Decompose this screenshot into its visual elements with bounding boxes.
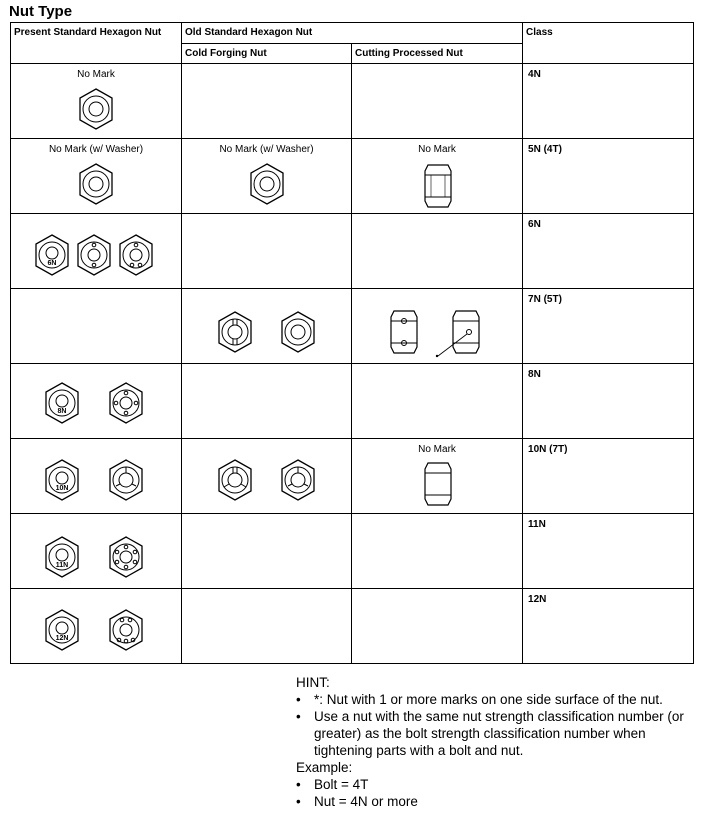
cutting-cell	[352, 514, 523, 589]
class-label: 12N	[528, 594, 547, 605]
present-cell	[11, 214, 182, 289]
hint-section	[296, 674, 696, 810]
cutting-cell	[352, 139, 523, 214]
present-cell	[11, 139, 182, 214]
table-row	[11, 364, 694, 439]
cut-nut-side-icon	[424, 461, 452, 507]
nut-label: 11N	[55, 562, 69, 569]
cold-cell	[182, 64, 352, 139]
nut-label: 6N	[47, 260, 57, 267]
header-cutting: Cutting Processed Nut	[352, 43, 523, 64]
mark-label: No Mark (w/ Washer)	[219, 144, 314, 155]
hint-example: Example:	[296, 760, 353, 775]
mark-label: No Mark (w/ Washer)	[48, 144, 144, 155]
header-cold: Cold Forging Nut	[182, 43, 352, 64]
class-label: 8N	[528, 369, 541, 380]
hex-nut-10n-icon	[43, 459, 81, 501]
class-cell	[523, 214, 694, 289]
mark-label: No Mark	[418, 444, 456, 455]
cold-cell	[182, 589, 352, 664]
hex-nut-11n-icon	[43, 536, 81, 578]
hint-bullet-text: *: Nut with 1 or more marks on one side surface of the nut.	[314, 692, 663, 707]
hex-nut-8n-icon	[43, 382, 81, 424]
cutting-cell	[352, 364, 523, 439]
class-cell	[523, 439, 694, 514]
hint-bullet: • *: Nut with 1 or more marks on one side surface of the nut.	[296, 692, 663, 707]
hex-nut-four-dot-icon	[107, 382, 145, 424]
hex-nut-three-slot-icon	[107, 459, 145, 501]
table-row	[11, 589, 694, 664]
class-cell	[523, 364, 694, 439]
cold-nut-three-slot-icon	[216, 459, 254, 501]
nut-label: 8N	[57, 408, 67, 415]
page-title: Nut Type	[9, 3, 73, 20]
cut-nut-side-dots-icon	[390, 309, 418, 355]
mark-label: No Mark	[418, 144, 456, 155]
hex-nut-6n-icon	[33, 234, 71, 276]
cold-cell	[182, 439, 352, 514]
present-cell	[11, 589, 182, 664]
mark-label: No Mark	[77, 69, 115, 80]
cold-cell	[182, 289, 352, 364]
cut-nut-side-icon	[424, 163, 452, 209]
nut-label: 10N	[55, 485, 69, 492]
hex-nut-12n-icon	[43, 609, 81, 651]
cutting-cell	[352, 214, 523, 289]
class-cell	[523, 139, 694, 214]
cold-cell	[182, 364, 352, 439]
cold-cell	[182, 514, 352, 589]
class-label: 4N	[528, 69, 541, 80]
class-label: 11N	[528, 519, 546, 530]
table-row	[11, 289, 694, 364]
class-cell	[523, 289, 694, 364]
washer-nut-icon	[77, 163, 115, 205]
present-cell	[11, 364, 182, 439]
nut-type-table	[10, 22, 694, 664]
hint-bullet-text: Nut = 4N or more	[314, 794, 418, 809]
table-row	[11, 139, 694, 214]
cold-cell	[182, 139, 352, 214]
hex-nut-three-dot-icon	[117, 234, 155, 276]
header-class: Class	[523, 23, 694, 64]
class-label: 7N (5T)	[528, 294, 562, 305]
present-cell	[11, 514, 182, 589]
hint-bullet-text: Use a nut with the same nut strength classification number (or greater) as the bolt strength classification number when tightening parts with a bolt and nut.	[314, 709, 684, 758]
hex-nut-icon	[77, 88, 115, 130]
cutting-cell	[352, 64, 523, 139]
present-cell	[11, 64, 182, 139]
hint-bullet-text: Bolt = 4T	[314, 777, 369, 792]
cold-cell	[182, 214, 352, 289]
table-row	[11, 439, 694, 514]
class-label: 10N (7T)	[528, 444, 568, 455]
cold-nut-three-slot-icon	[279, 459, 317, 501]
nut-label: 12N	[55, 635, 69, 642]
cutting-cell	[352, 439, 523, 514]
hint-bullet: • Nut = 4N or more	[296, 794, 418, 809]
table-row	[11, 514, 694, 589]
header-present: Present Standard Hexagon Nut	[11, 23, 182, 64]
header-old: Old Standard Hexagon Nut	[182, 23, 523, 44]
hex-nut-two-dot-icon	[75, 234, 113, 276]
cold-nut-icon	[279, 311, 317, 353]
present-cell	[11, 439, 182, 514]
class-cell	[523, 514, 694, 589]
class-label: 6N	[528, 219, 541, 230]
cut-nut-leader-icon	[434, 309, 480, 359]
washer-nut-icon	[248, 163, 286, 205]
hint-bullet: • Use a nut with the same nut strength classification number (or greater) as the bolt strength classification number when tightening parts with a bolt and nut.	[296, 708, 696, 759]
table-row	[11, 64, 694, 139]
cutting-cell	[352, 589, 523, 664]
present-cell	[11, 289, 182, 364]
class-cell	[523, 64, 694, 139]
table-row	[11, 214, 694, 289]
hint-heading: HINT:	[296, 675, 330, 690]
hint-bullet: • Bolt = 4T	[296, 777, 369, 792]
cold-nut-slot-icon	[216, 311, 254, 353]
class-label: 5N (4T)	[528, 144, 562, 155]
hex-nut-five-dot-icon	[107, 609, 145, 651]
cutting-cell	[352, 289, 523, 364]
class-cell	[523, 589, 694, 664]
hex-nut-six-dot-icon	[107, 536, 145, 578]
